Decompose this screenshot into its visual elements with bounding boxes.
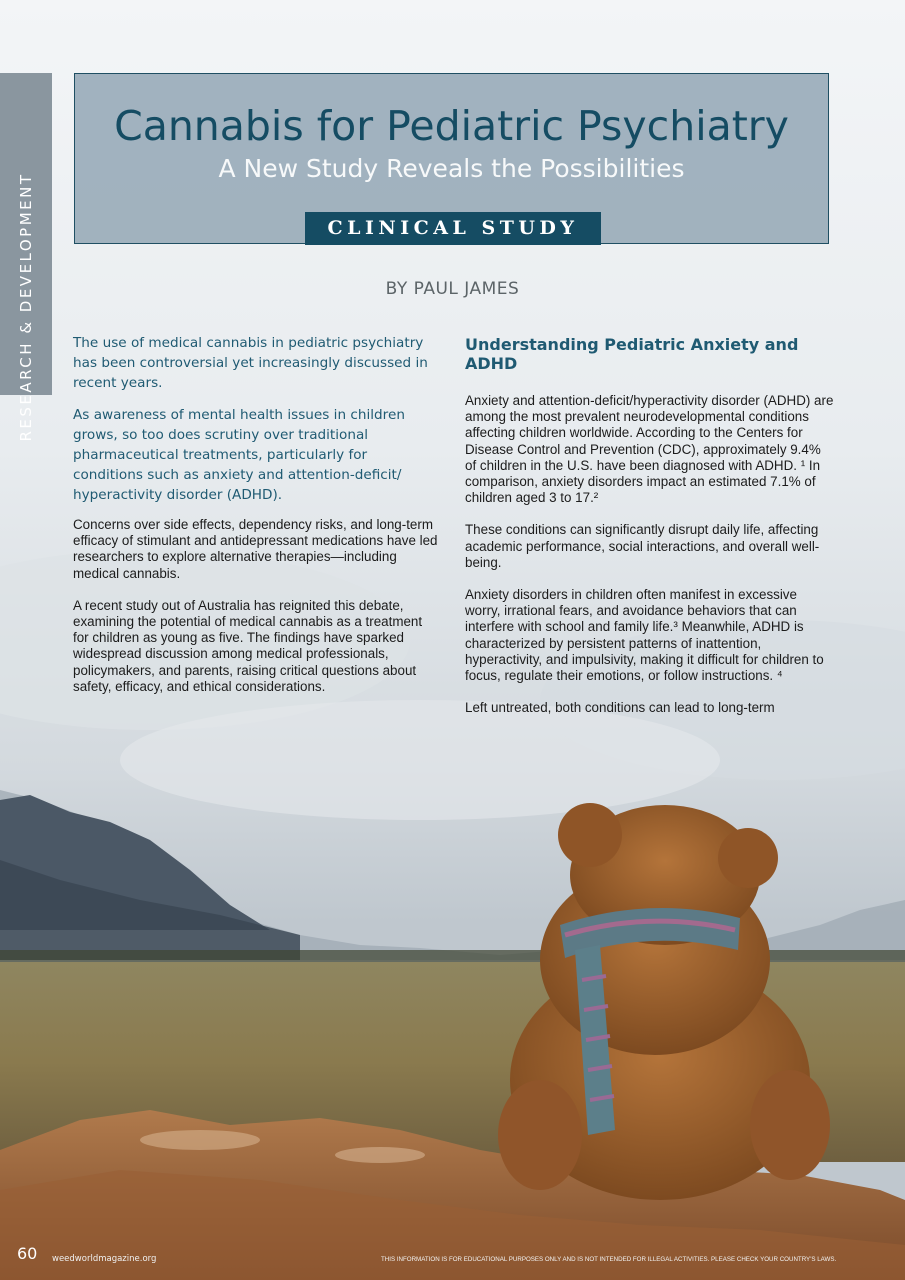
body-paragraph: Concerns over side effects, dependency risks, and long-term efficacy of stimulant and antidepressant medications have led researchers to explore alternative therapies—including medical cannabis. bbox=[73, 517, 438, 581]
body-paragraph: Left untreated, both conditions can lead to long-term bbox=[465, 700, 775, 716]
lead-paragraph: As awareness of mental health issues in children grows, so too does scrutiny over traditional pharmaceutical treatments, particularly for conditions such as anxiety and attention-deficit/ hyperactivity disorder (ADHD). bbox=[73, 407, 405, 503]
section-heading: Understanding Pediatric Anxiety and ADHD bbox=[465, 335, 799, 373]
left-column bbox=[73, 333, 439, 711]
section-tab-label: RESEARCH & DEVELOPMENT bbox=[17, 172, 35, 442]
website-link[interactable]: weedworldmagazine.org bbox=[52, 1254, 157, 1264]
body-paragraph: A recent study out of Australia has reignited this debate, examining the potential of medical cannabis as a treatment for children as young as five. The findings have sparked widespread discussion among medical professionals, policymakers, and parents, raising critical questions about safety, efficacy, and ethical considerations. bbox=[73, 597, 423, 694]
body-paragraph: These conditions can significantly disrupt daily life, affecting academic performance, social interactions, and overall well-being. bbox=[465, 522, 820, 570]
body-paragraph: Anxiety and attention-deficit/hyperactivity disorder (ADHD) are among the most prevalent neurodevelopmental conditions affecting children worldwide. According to the Centers for Disease Control and Prevention (CDC), approximately 9.4% of children in the U.S. have been diagnosed with ADHD. ¹ In comparison, anxiety disorders impact an estimated 7.1% of children aged 3 to 17.² bbox=[465, 393, 834, 506]
clinical-study-badge: CLINICAL STUDY bbox=[305, 212, 601, 245]
right-column bbox=[465, 333, 835, 732]
page-number: 60 bbox=[17, 1244, 38, 1263]
article-subtitle: A New Study Reveals the Possibilities bbox=[218, 154, 685, 183]
byline: BY PAUL JAMES bbox=[385, 279, 520, 299]
section-tab bbox=[0, 73, 52, 442]
lead-paragraph: The use of medical cannabis in pediatric psychiatry has been controversial yet increasingly discussed in recent years. bbox=[73, 335, 428, 391]
article-title: Cannabis for Pediatric Psychiatry bbox=[114, 102, 789, 150]
article-header bbox=[74, 73, 829, 244]
legal-disclaimer: THIS INFORMATION IS FOR EDUCATIONAL PURPOSES ONLY AND IS NOT INTENDED FOR ILLEGAL ACTIVITIES. PLEASE CHECK YOUR COUNTRY'S LAWS. bbox=[381, 1256, 837, 1263]
body-paragraph: Anxiety disorders in children often manifest in excessive worry, irrational fears, and avoidance behaviors that can interfere with school and family life.³ Meanwhile, ADHD is characterized by persistent patterns of inattention, hyperactivity, and impulsivity, making it difficult for children to focus, regulate their emotions, or follow instructions. ⁴ bbox=[465, 587, 824, 684]
